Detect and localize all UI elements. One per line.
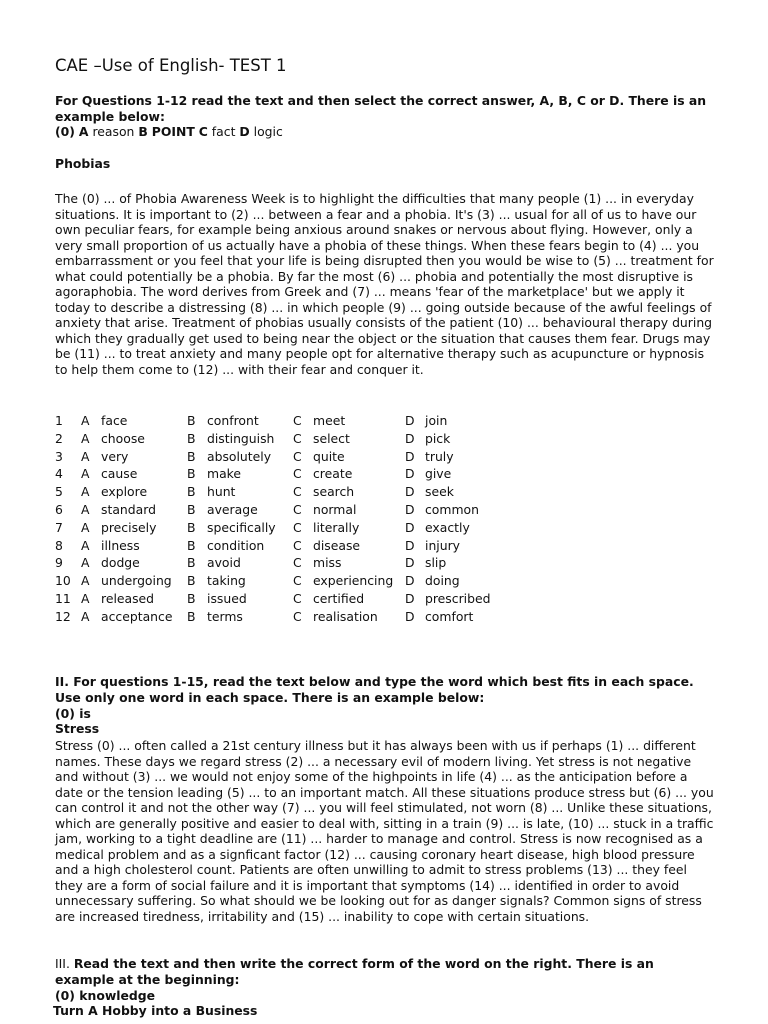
letter-a: A (81, 430, 90, 446)
question-number: 11 (55, 590, 71, 606)
section2-passage (55, 738, 715, 924)
letter-c: C (293, 519, 302, 535)
option-a: face (101, 413, 128, 428)
example-c-label: C (198, 124, 208, 139)
letter-d: D (405, 537, 415, 553)
letter-a: A (81, 608, 90, 624)
option-row (55, 590, 511, 608)
question-number: 10 (55, 573, 71, 589)
letter-b: B (187, 590, 196, 606)
option-row (55, 554, 511, 572)
option-d: injury (425, 537, 461, 553)
section3-example: (0) knowledge (55, 988, 156, 1003)
option-row (55, 483, 511, 501)
option-a: undergoing (101, 573, 172, 589)
option-c: search (313, 484, 355, 500)
letter-a: A (81, 590, 90, 606)
option-c: certified (313, 590, 365, 606)
letter-d: D (405, 448, 415, 464)
option-a: cause (101, 466, 138, 482)
option-b: avoid (207, 555, 241, 571)
question-number: 7 (55, 519, 63, 535)
letter-c: C (293, 501, 302, 517)
letter-d: D (405, 466, 415, 482)
section1-heading: Phobias (55, 156, 111, 171)
passage-text: Stress (0) ... often called a 21st century illness but it has always been with us if perhaps (1) ... different names. These days we regard stress (2) ... a necessary evil of modern living. Yet stress is not negative and without (3) ... we would not enjoy some of the highpoints in life (4) ... as the anticipation before a date or the tension leading (5) ... to an important match. All these situations produce stress but (6) ... you can control it and not the other way (7) ... you will feel stimulated, not worn (8) ... Unlike these situations, which are generally positive and easier to deal with, sitting in a train (9) ... is late, (10) ... stuck in a traffic jam, working to a tight deadline are (11) ... harder to manage and control. Stress is now recognised as a medical problem and as a signficant factor (12) ... causing coronary heart disease, high blood pressure and a high cholesterol count. Patients are often unwilling to admit to stress problems (13) ... they feel they are a form of social failure and it is important that symptoms (14) ... identified in order to avoid unnecessary suffering. So what should we be looking out for as danger signals? Common signs of stress are increased tiredness, irritability and (15) ... inability to cope with certain situations. (55, 738, 714, 924)
option-b: specifically (207, 519, 276, 535)
letter-c: C (293, 484, 302, 500)
letter-a: A (81, 555, 90, 571)
section1-passage (55, 191, 715, 377)
letter-a: A (81, 466, 90, 482)
example-b-label: B (138, 124, 148, 139)
letter-d: D (405, 484, 415, 500)
example-d-label: D (239, 124, 250, 139)
section1-example (55, 124, 283, 140)
letter-d: D (405, 608, 415, 624)
option-a: acceptance (101, 608, 173, 624)
letter-c: C (293, 608, 302, 624)
letter-d: D (405, 413, 415, 428)
letter-c: C (293, 590, 302, 606)
letter-b: B (187, 484, 196, 500)
letter-c: C (293, 466, 302, 482)
option-a: illness (101, 537, 140, 553)
letter-c: C (293, 413, 302, 428)
letter-c: C (293, 448, 302, 464)
letter-d: D (405, 573, 415, 589)
question-number: 12 (55, 608, 71, 624)
option-c: miss (313, 555, 342, 571)
question-number: 1 (55, 413, 63, 428)
option-a: very (101, 448, 129, 464)
letter-a: A (81, 519, 90, 535)
option-b: distinguish (207, 430, 275, 446)
letter-c: C (293, 430, 302, 446)
option-d: comfort (425, 608, 474, 624)
letter-c: C (293, 573, 302, 589)
option-c: create (313, 466, 353, 482)
option-d: doing (425, 573, 460, 589)
example-a-word: reason (92, 124, 135, 139)
option-row (55, 448, 511, 466)
option-row (55, 465, 511, 483)
letter-a: A (81, 413, 90, 428)
option-c: literally (313, 519, 360, 535)
option-d: give (425, 466, 452, 482)
option-row (55, 501, 511, 519)
section3-heading: Turn A Hobby into a Business (53, 1003, 258, 1018)
option-row (55, 430, 511, 448)
option-b: hunt (207, 484, 236, 500)
example-d-word: logic (253, 124, 283, 139)
letter-d: D (405, 590, 415, 606)
option-c: experiencing (313, 573, 394, 589)
question-number: 5 (55, 484, 63, 500)
letter-b: B (187, 430, 196, 446)
option-d: join (425, 413, 448, 428)
option-c: realisation (313, 608, 378, 624)
question-number: 9 (55, 555, 63, 571)
example-c-word: fact (211, 124, 236, 139)
option-row (55, 608, 511, 626)
letter-c: C (293, 555, 302, 571)
option-c: disease (313, 537, 361, 553)
question-number: 3 (55, 448, 63, 464)
section3-prefix: III. (55, 956, 74, 971)
option-b: confront (207, 413, 259, 428)
letter-b: B (187, 519, 196, 535)
letter-a: A (81, 501, 90, 517)
option-d: exactly (425, 519, 470, 535)
option-row (55, 572, 511, 590)
question-number: 8 (55, 537, 63, 553)
option-a: released (101, 590, 155, 606)
letter-a: A (81, 484, 90, 500)
letter-b: B (187, 413, 196, 428)
option-c: quite (313, 448, 345, 464)
option-c: select (313, 430, 350, 446)
option-b: terms (207, 608, 243, 624)
letter-a: A (81, 573, 90, 589)
section1-instructions: For Questions 1-12 read the text and then select the correct answer, A, B, C or D. There is an example below: (55, 93, 707, 124)
option-a: explore (101, 484, 148, 500)
option-d: seek (425, 484, 454, 500)
example-a-label: A (78, 124, 89, 139)
option-d: pick (425, 430, 451, 446)
question-number: 4 (55, 466, 63, 482)
page-title: CAE –Use of English- TEST 1 (55, 56, 287, 75)
letter-a: A (81, 537, 90, 553)
section2-example: (0) is (55, 706, 91, 721)
question-number: 6 (55, 501, 63, 517)
option-a: choose (101, 430, 145, 446)
option-b: average (207, 501, 258, 517)
letter-b: B (187, 608, 196, 624)
section3-instruction-text: Read the text and then write the correct form of the word on the right. There is an example at the beginning: (55, 956, 654, 987)
options-table (55, 412, 511, 626)
letter-a: A (81, 448, 90, 464)
option-row (55, 519, 511, 537)
option-d: prescribed (425, 590, 491, 606)
letter-b: B (187, 573, 196, 589)
option-b: make (207, 466, 242, 482)
option-a: standard (101, 501, 156, 517)
question-number: 2 (55, 430, 63, 446)
letter-b: B (187, 448, 196, 464)
letter-b: B (187, 501, 196, 517)
passage-text: The (0) ... of Phobia Awareness Week is to highlight the difficulties that many people (1) ... in everyday situations. It is important to (2) ... between a fear and a phobia. It's (3) ... usual for all of us to have our own peculiar fears, for example being anxious around snakes or nervous about flying. However, only a very small proportion of us actually have a phobia of these things. When these fears begin to (4) ... you embarrassment or you feel that your life is being disrupted then you would be wise to (5) ... treatment for what could potentially be a phobia. By far the most (6) ... phobia and potentially the most disruptive is agoraphobia. The word derives from Greek and (7) ... means 'fear of the marketplace' but we apply it today to describe a distressing (8) ... in which people (9) ... going outside because of the awful feelings of anxiety that arise. Treatment of phobias usually consists of the patient (10) ... behavioural therapy during which they gradually get used to being near the object or the situation that causes them fear. Drugs may be (11) ... to treat anxiety and many people opt for alternative therapy such as acupuncture or hypnosis to help them come to (12) ... with their fear and conquer it. (55, 191, 714, 377)
example-number: (0) (55, 124, 75, 139)
letter-d: D (405, 501, 415, 517)
letter-b: B (187, 537, 196, 553)
option-row (55, 412, 511, 430)
letter-d: D (405, 555, 415, 571)
option-c: meet (313, 413, 346, 428)
letter-d: D (405, 430, 415, 446)
letter-d: D (405, 519, 415, 535)
option-d: truly (425, 448, 454, 464)
letter-b: B (187, 466, 196, 482)
letter-c: C (293, 537, 302, 553)
option-b: taking (207, 573, 246, 589)
section3-instructions (55, 956, 715, 987)
section2-heading: Stress (55, 721, 100, 736)
letter-b: B (187, 555, 196, 571)
option-b: absolutely (207, 448, 272, 464)
option-d: slip (425, 555, 447, 571)
option-b: condition (207, 537, 265, 553)
section2-instructions: II. For questions 1-15, read the text below and type the word which best fits in each space. Use only one word in each space. There is an example below: (55, 674, 694, 705)
option-a: precisely (101, 519, 157, 535)
option-row (55, 537, 511, 555)
option-b: issued (207, 590, 247, 606)
option-a: dodge (101, 555, 140, 571)
option-d: common (425, 501, 479, 517)
option-c: normal (313, 501, 357, 517)
example-b-word: POINT (151, 124, 195, 139)
